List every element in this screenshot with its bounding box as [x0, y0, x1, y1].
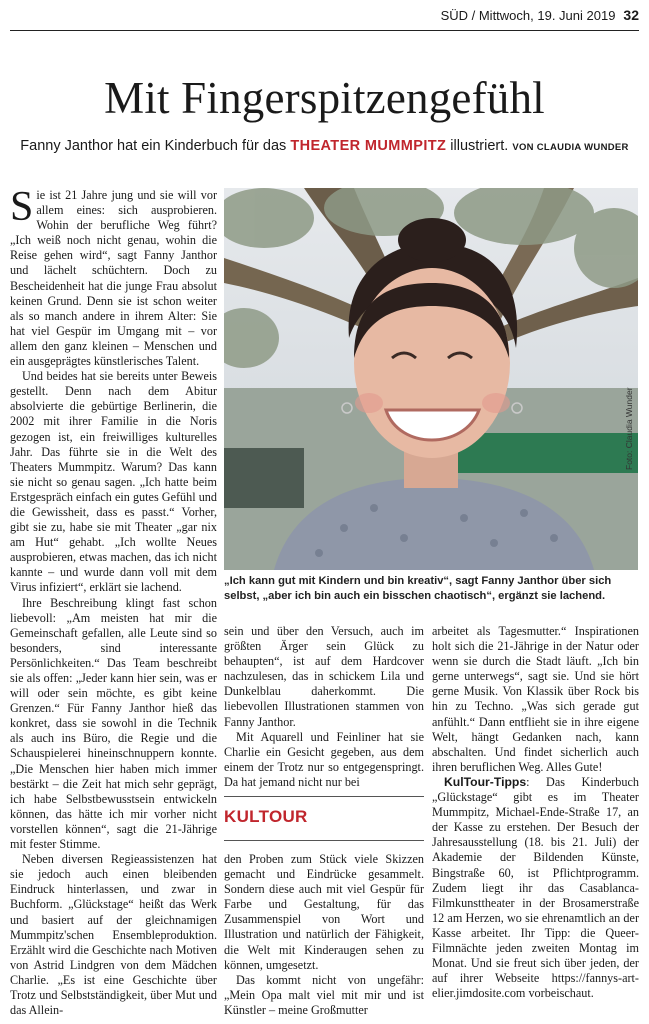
section-date: SÜD / Mittwoch, 19. Juni 2019: [440, 8, 616, 23]
paragraph: [10, 184, 217, 369]
subtitle-text-post: illustriert.: [446, 138, 509, 154]
paragraph-text: : Das Kinderbuch „Glückstage“ gibt es im Theater Mummpitz, Michael-Ende-Straße 17, an der Kasse zu erstehen. Der Besuch der Jahresausstellung (18. bis 21. Juli) der Akademie der Bildenden Künste, Bingstraße 60, ist Pflichtprogramm. Zudem liegt ihr das Casablanca-Filmkunsttheater in der Brosamerstraße 12 am Herzen, wo sie ehrenamtlich an der Kasse arbeitet. Ihr Tipp: die Queer-Filmnächte jeden zweiten Montag im Monat. Und sie freut sich über jeden, der auf ihrer Webseite https://fannys-art-elier.jimdosite.com vorbeischaut.: [432, 774, 639, 1001]
paragraph: Mit Aquarell und Feinliner hat sie Charlie ein Gesicht gegeben, aus dem einem der Trotz nur so entgegenspringt. Da hat jemand nicht nur bei: [224, 729, 424, 789]
column-2-continued: [224, 852, 424, 1018]
photo-caption: „Ich kann gut mit Kindern und bin kreativ“, sagt Fanny Janthor über sich selbst, „aber ich bin auch ein bisschen chaotisch“, ergänzt sie lachend.: [224, 575, 612, 602]
paragraph: Neben diversen Regieassistenzen hat sie jedoch auch einen bleibenden Eindruck hinterlassen, und zwar in Buchform. „Glückstage“ heißt das Werk und basiert auf der gleichnamigen Mummpitz'schen Ensembleproduktion. Erzählt wird die Geschichte nach Motiven von Astrid Lindgren von dem Mädchen Charlie. „Es ist eine Geschichte über Trotz und Selbstständigkeit, über Mut und das Allein-: [10, 852, 217, 1018]
page-number: 32: [623, 7, 639, 23]
portrait-illustration: [224, 188, 638, 570]
paragraph: arbeitet als Tagesmutter.“ Inspirationen holt sich die 21-Jährige in der Natur oder wenn sie durch die Stadt läuft. „Ich bin gerne unterwegs“, sagt sie. Und sie hört gerne Musik. Von Klassik über Rock bis hin zu Techno. „Was sich gerade gut anfühlt.“ Dann entflieht sie in ihre eigene Welt, hängt Gedanken nach, kann abschalten. Und findet sicherlich auch ihren beruflichen Weg. Alles Gute!: [432, 624, 639, 774]
paragraph: [432, 775, 639, 1001]
article-photo: [224, 188, 638, 570]
page-header: [10, 0, 639, 31]
paragraph: Ihre Beschreibung klingt fast schon liebevoll: „Am meisten hat mir die Gemeinschaft gefallen, alle Leute sind so besonders, sind interessante Persönlichkeiten.“ Das Team beschreibt sie als offen: „Jeder kann hier sein, was er will oder sein möchte, es gibt keine Grenzen.“ Für Fanny Janthor hieß das konkret, dass sie sowohl in die Technik als auch ins Büro, die Regie und die Schauspielerei hineinschnuppern konnte. „Die Menschen hier haben mich immer bestärkt – die Zeit hat mich sehr geprägt, ich habe Selbstbewusstsein entwickeln können, das hätte ich mir vorher nicht vorstellen können“, sagt die 21-Jährige mit fester Stimme.: [10, 595, 217, 852]
byline: VON CLAUDIA WUNDER: [512, 142, 629, 153]
article-title: Mit Fingerspitzengefühl: [104, 73, 545, 123]
column-3: [432, 624, 639, 1001]
subtitle-accent: THEATER MUMMPITZ: [290, 138, 447, 154]
subtitle-text-pre: Fanny Janthor hat ein Kinderbuch für das: [20, 138, 291, 154]
paragraph-text: ie ist 21 Jahre jung und sie will vor allem eines: sich ausprobieren. Wohin der berufliche Weg führt? „Ich weiß noch nicht genau, wohin die Reise gehen wird“, sagt Fanny Janthor und lächelt schüchtern. Doch zu Bescheidenheit hat die junge Frau absolut keinen Grund. Denn sie ist schon weiter als so manch andere in ihrem Alter: Sie hat viel Gespür im Umgang mit – vor allem den ganz kleinen – Menschen und ein ausgeprägtes künstlerisches Talent.: [10, 188, 217, 369]
divider: [224, 840, 424, 841]
column-1: [10, 184, 217, 1018]
divider: [224, 796, 424, 797]
article-subtitle: [0, 136, 649, 158]
paragraph: Und beides hat sie bereits unter Beweis gestellt. Denn nach dem Abitur absolvierte die gebürtige Berlinerin, die 2002 mit ihrer Familie in die Noris gezogen ist, ein freiwilliges kulturelles Jahr. Das führte sie in die Welt des Theaters Mummpitz. Warum? Das kann sie nicht so genau sagen. „Ich hatte beim Erstgespräch einfach ein gutes Gefühl und die Gewissheit, dass es passt.“ Vorher, gibt sie zu, habe sie mit Theater „gar nix am Hut“ gehabt. „Ich wollte Neues ausprobieren, etwas machen, das ich nicht kannte – und wurde dann voll mit dem Virus infiziert“, erklärt sie lachend.: [10, 369, 217, 595]
column-2: [224, 624, 424, 790]
paragraph: den Proben zum Stück viele Skizzen gemacht und Eindrücke gesammelt. Sondern diese auch mit viel Gespür für Farbe und Gestaltung, für das Zusammenspiel von Wort und Illustration und natürlich der Fähigkeit, die Welt mit Kinderaugen sehen zu können, umgesetzt.: [224, 852, 424, 972]
tipps-label: KulTour-Tipps: [444, 774, 527, 789]
photo-credit: Foto: Claudia Wunder: [624, 387, 634, 470]
paragraph: sein und über den Versuch, auch im größten Ärger sein Glück zu behaupten“, ist auf dem Hardcover nachzulesen, das in schickem Lila und Dunkelblau daherkommt. Die liebevollen Illustrationen stammen von Fanny Janthor.: [224, 624, 424, 729]
kultour-heading: KULTOUR: [224, 807, 308, 826]
drop-cap: S: [10, 184, 34, 230]
paragraph: Das kommt nicht von ungefähr: „Mein Opa malt viel mit mir und ist Künstler – meine Großmutter: [224, 972, 424, 1017]
